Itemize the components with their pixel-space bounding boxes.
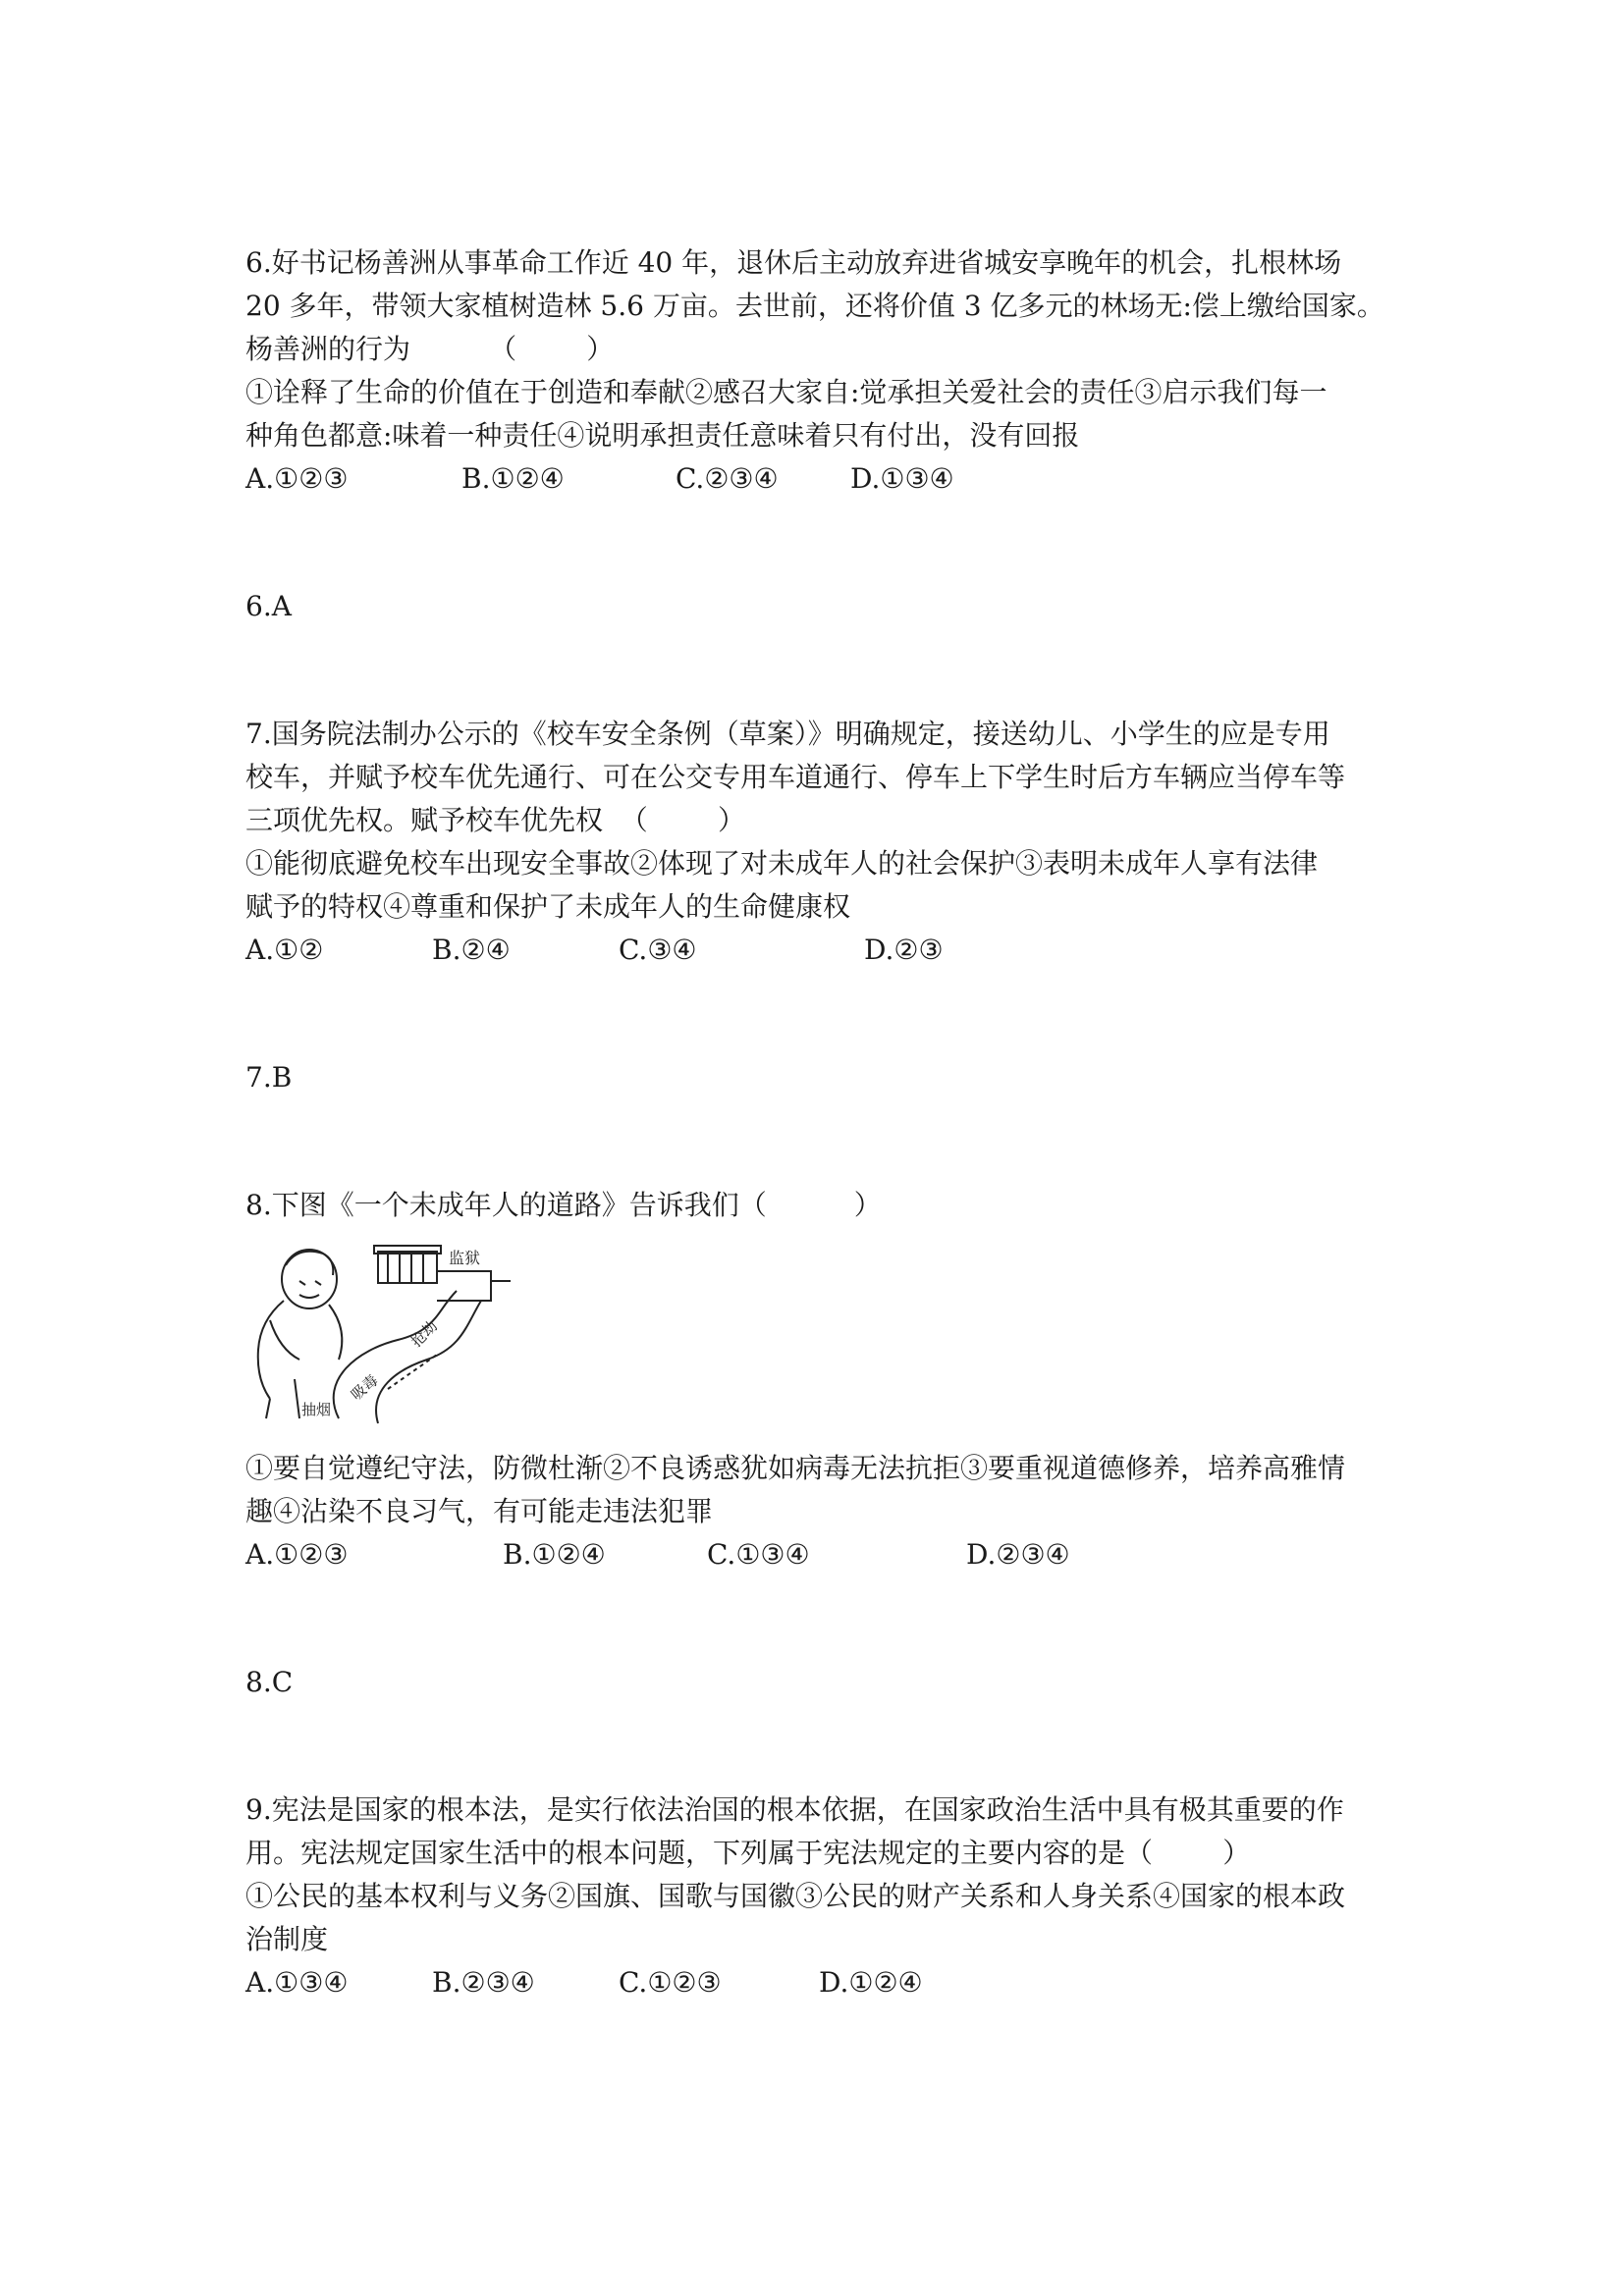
q6-line-1: 6.好书记杨善洲从事革命工作近 40 年，退休后主动放弃进省城安享晚年的机会，扎根林场 xyxy=(245,246,1342,279)
q8-statement-2: 趣④沾染不良习气，有可能走违法犯罪 xyxy=(245,1495,714,1527)
q6-line-4: ①诠释了生命的价值在于创造和奉献②感召大家自:觉承担关爱社会的责任③启示我们每一 xyxy=(245,376,1327,408)
q8-option-c: C.①③④ xyxy=(707,1538,810,1571)
q7-line-1: 7.国务院法制办公示的《校车安全条例（草案）》明确规定，接送幼儿、小学生的应是专用 xyxy=(245,718,1330,750)
q9-line-4: 治制度 xyxy=(245,1923,329,1955)
q7-line-5: 赋予的特权④尊重和保护了未成年人的生命健康权 xyxy=(245,890,851,923)
q9-line-1: 9.宪法是国家的根本法，是实行依法治国的根本依据，在国家政治生活中具有极其重要的作 xyxy=(245,1793,1344,1826)
cartoon-road-of-a-minor xyxy=(241,1232,515,1428)
q6-line-3: 杨善洲的行为 （ ） xyxy=(245,333,615,365)
q9-option-a: A.①③④ xyxy=(245,1966,349,1999)
q6-option-c: C.②③④ xyxy=(676,462,779,495)
q8-line-1: 8.下图《一个未成年人的道路》告诉我们（ ） xyxy=(245,1189,882,1221)
q8-option-b: B.①②④ xyxy=(503,1538,606,1571)
q7-answer: 7.B xyxy=(245,1061,293,1094)
q9-option-b: B.②③④ xyxy=(432,1966,535,1999)
drugs-label: 吸毒 xyxy=(348,1370,382,1405)
q9-option-c: C.①②③ xyxy=(619,1966,722,1999)
robbery-label: 抢劫 xyxy=(407,1316,442,1351)
prison-label: 监狱 xyxy=(449,1249,481,1267)
youth-figure-icon xyxy=(258,1250,343,1418)
q7-line-2: 校车，并赋予校车优先通行、可在公交专用车道通行、停车上下学生时后方车辆应当停车等 xyxy=(245,761,1346,793)
q6-line-2: 20 多年，带领大家植树造林 5.6 万亩。去世前，还将价值 3 亿多元的林场无:偿上缴给国家。 xyxy=(245,290,1384,322)
q9-option-d: D.①②④ xyxy=(819,1966,923,1999)
q7-option-a: A.①② xyxy=(245,934,324,966)
smoking-label: 抽烟 xyxy=(301,1401,332,1418)
q7-line-4: ①能彻底避免校车出现安全事故②体现了对未成年人的社会保护③表明未成年人享有法律 xyxy=(245,847,1319,880)
q6-option-b: B.①②④ xyxy=(461,462,565,495)
q6-answer: 6.A xyxy=(245,590,292,622)
q8-statement-1: ①要自觉遵纪守法，防微杜渐②不良诱惑犹如病毒无法抗拒③要重视道德修养，培养高雅情 xyxy=(245,1452,1346,1484)
q7-line-3: 三项优先权。赋予校车优先权 （ ） xyxy=(245,804,746,836)
q8-answer: 8.C xyxy=(245,1666,294,1698)
prison-building-icon xyxy=(374,1246,511,1301)
q8-option-a: A.①②③ xyxy=(245,1538,349,1571)
q9-line-3: ①公民的基本权利与义务②国旗、国歌与国徽③公民的财产关系和人身关系④国家的根本政 xyxy=(245,1880,1346,1912)
q6-line-5: 种角色都意:味着一种责任④说明承担责任意味着只有付出，没有回报 xyxy=(245,419,1080,452)
q7-option-d: D.②③ xyxy=(864,934,944,966)
q7-option-b: B.②④ xyxy=(432,934,511,966)
q6-option-a: A.①②③ xyxy=(245,462,349,495)
road-path-icon xyxy=(334,1291,481,1423)
q9-line-2: 用。宪法规定国家生活中的根本问题，下列属于宪法规定的主要内容的是（ ） xyxy=(245,1837,1251,1869)
q8-option-d: D.②③④ xyxy=(966,1538,1070,1571)
q6-option-d: D.①③④ xyxy=(850,462,954,495)
q7-option-c: C.③④ xyxy=(619,934,697,966)
